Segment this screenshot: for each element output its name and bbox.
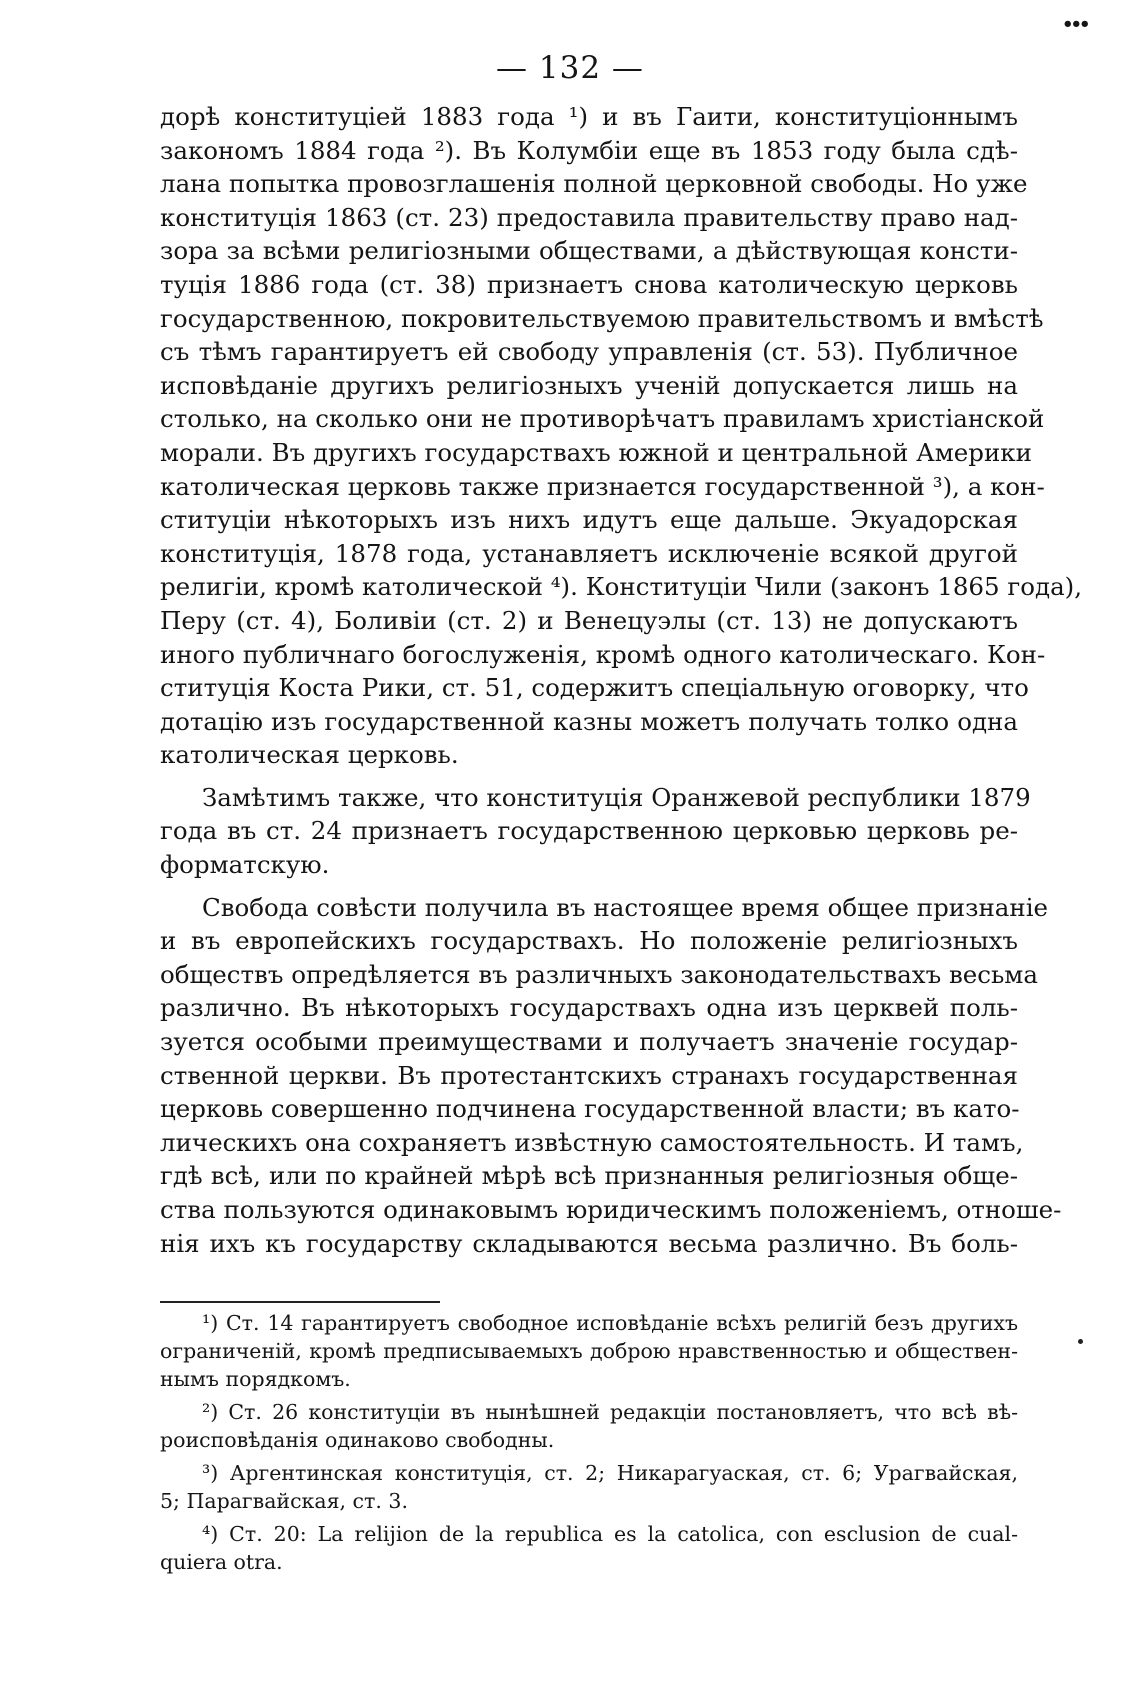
text-line: иного публичнаго богослуженія, кромѣ одного католическаго. Кон- — [160, 639, 1046, 669]
footnote-2 — [160, 1398, 1018, 1454]
footnote-line: нымъ порядкомъ. — [160, 1367, 351, 1391]
text-line: различно. Въ нѣкоторыхъ государствахъ одна изъ церквей поль- — [160, 993, 1018, 1023]
text-line: гдѣ всѣ, или по крайней мѣрѣ всѣ признанныя религіозныя обще- — [160, 1161, 1018, 1191]
footnote-divider — [160, 1301, 440, 1303]
footnote-1 — [160, 1309, 1018, 1393]
text-line: и въ европейскихъ государствахъ. Но положеніе религіозныхъ — [160, 926, 1018, 956]
footnote-line: quiera otra. — [160, 1550, 283, 1574]
text-line: ственной церкви. Въ протестантскихъ странахъ государственная — [160, 1060, 1018, 1090]
footnote-line: ²) Ст. 26 конституціи въ нынѣшней редакціи постановляетъ, что всѣ вѣ- — [202, 1400, 1018, 1424]
text-line: исповѣданіе другихъ религіозныхъ ученій допускается лишь на — [160, 370, 1018, 400]
text-line: ства пользуются одинаковымъ юридическимъ положеніемъ, отноше- — [160, 1195, 1062, 1224]
footnote-3 — [160, 1459, 1018, 1515]
text-line: зуется особыми преимуществами и получаетъ значеніе государ- — [160, 1027, 1018, 1057]
page-number: — 132 — — [496, 50, 644, 86]
main-text — [160, 100, 1083, 1260]
text-line: Свобода совѣсти получила въ настоящее время общее признаніе — [202, 892, 1049, 922]
text-line: католическая церковь. — [160, 740, 459, 770]
text-line: закономъ 1884 года ²). Въ Колумбіи еще въ 1853 году была сдѣ- — [160, 135, 1018, 165]
text-line: лана попытка провозглашенія полной церковной свободы. Но уже — [160, 169, 1028, 199]
text-line: обществъ опредѣляется въ различныхъ законодательствахъ весьма — [160, 959, 1038, 989]
text-line: года въ ст. 24 признаетъ государственною церковью церковь ре- — [160, 816, 1018, 846]
footnote-4 — [160, 1520, 1018, 1576]
footnote-line: роисповѣданія одинаково свободны. — [160, 1428, 555, 1452]
text-line: столько, на сколько они не противорѣчатъ правиламъ христіанской — [160, 404, 1045, 434]
footnote-line: ⁴) Ст. 20: La relijion de la republica es la catolica, con esclusion de cual- — [202, 1522, 1018, 1546]
text-line: нія ихъ къ государству складываются весьма различно. Въ боль- — [160, 1228, 1018, 1258]
text-line: дотацію изъ государственной казны можетъ получать толко одна — [160, 706, 1018, 736]
footnote-line: ¹) Ст. 14 гарантируетъ свободное исповѣданіе всѣхъ религій безъ другихъ — [202, 1311, 1018, 1335]
footnote-line: ограниченій, кромѣ предписываемыхъ доброю нравственностью и обществен- — [160, 1339, 1018, 1363]
text-line: церковь совершенно подчинена государственной власти; въ като- — [160, 1094, 1020, 1124]
margin-dot — [1078, 1339, 1083, 1344]
text-line: конституція 1863 (ст. 23) предоставила правительству право над- — [160, 202, 1018, 232]
paragraph-3 — [160, 891, 1062, 1261]
paragraph-gap — [160, 772, 1018, 781]
paragraph-2 — [160, 781, 1031, 882]
text-line: Перу (ст. 4), Боливіи (ст. 2) и Венецуэлы (ст. 13) не допускаютъ — [160, 605, 1018, 635]
text-line: конституція, 1878 года, устанавляетъ исключеніе всякой другой — [160, 538, 1018, 568]
footnotes — [160, 1309, 1018, 1576]
text-line: католическая церковь также признается государственной ³), а кон- — [160, 471, 1045, 501]
text-line: религіи, кромѣ католической ⁴). Конституціи Чили (законъ 1865 года), — [160, 572, 1083, 602]
paragraph-1 — [160, 100, 1083, 772]
text-line: туція 1886 года (ст. 38) признаетъ снова католическую церковь — [160, 269, 1018, 299]
text-line: съ тѣмъ гарантируетъ ей свободу управленія (ст. 53). Публичное — [160, 337, 1018, 367]
text-line: морали. Въ другихъ государствахъ южной и центральной Америки — [160, 437, 1032, 467]
text-line: ституціи нѣкоторыхъ изъ нихъ идутъ еще дальше. Экуадорская — [160, 505, 1018, 535]
footnote-line: 5; Парагвайская, ст. 3. — [160, 1489, 408, 1513]
paragraph-gap — [160, 882, 1018, 891]
text-line: ституція Коста Рики, ст. 51, содержитъ спеціальную оговорку, что — [160, 673, 1029, 703]
text-line: Замѣтимъ также, что конституція Оранжевой республики 1879 — [202, 782, 1031, 812]
text-line: форматскую. — [160, 850, 330, 880]
text-line: зора за всѣми религіозными обществами, а дѣйствующая консти- — [160, 236, 1018, 266]
corner-mark: ••• — [1062, 14, 1088, 35]
text-line: государственною, покровительствуемою правительствомъ и вмѣстѣ — [160, 303, 1044, 333]
footnote-line: ³) Аргентинская конституція, ст. 2; Никарагуаская, ст. 6; Урагвайская, — [202, 1461, 1018, 1485]
text-line: лическихъ она сохраняетъ извѣстную самостоятельность. И тамъ, — [160, 1127, 1024, 1157]
text-line: дорѣ конституціей 1883 года ¹) и въ Гаити, конституціоннымъ — [160, 102, 1018, 131]
